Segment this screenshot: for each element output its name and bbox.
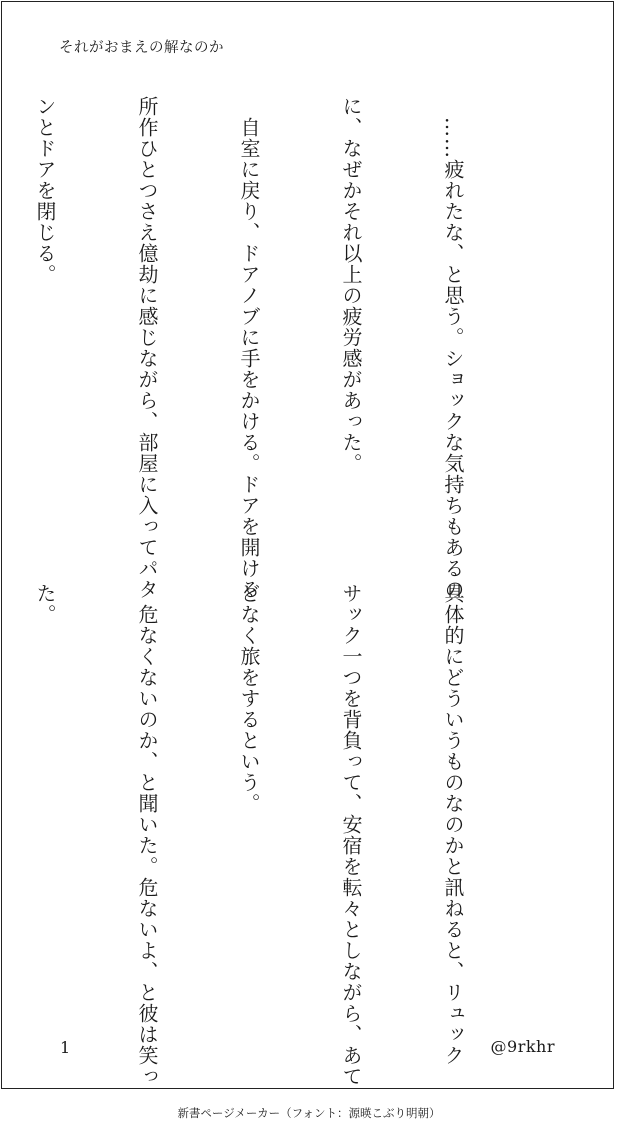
text-line: 具体的にどういうものなのかと訊ねると、リュック [441, 583, 465, 1066]
book-page [1, 1, 614, 1089]
upper-text-column [33, 96, 538, 600]
generator-caption: 新書ページメーカー（フォント：源暎こぶり明朝） [177, 1106, 441, 1120]
author-handle: @9rkhr [490, 1037, 555, 1056]
text-line: ンとドアを閉じる。 [33, 96, 57, 285]
running-title: それがおまえの解なのか [59, 40, 224, 56]
text-line: どなく旅をするという。 [237, 583, 261, 814]
text-line: 自室に戻り、ドアノブに手をかける。ドアを開ける [237, 96, 261, 600]
text-line: 危なくないのか、と聞いた。危ないよ、と彼は笑っ [135, 583, 159, 1087]
page-number: 1 [60, 1038, 71, 1057]
text-line: た。 [33, 583, 57, 625]
text-line: に、なぜかそれ以上の疲労感があった。 [339, 96, 363, 474]
text-line: 所作ひとつさえ億劫に感じながら、部屋に入ってパタ [135, 96, 159, 600]
text-line: サック一つを背負って、安宿を転々としながら、あて [339, 583, 363, 1087]
text-line: ……疲れたな、と思う。ショックな気持ちもあるの [441, 96, 465, 600]
